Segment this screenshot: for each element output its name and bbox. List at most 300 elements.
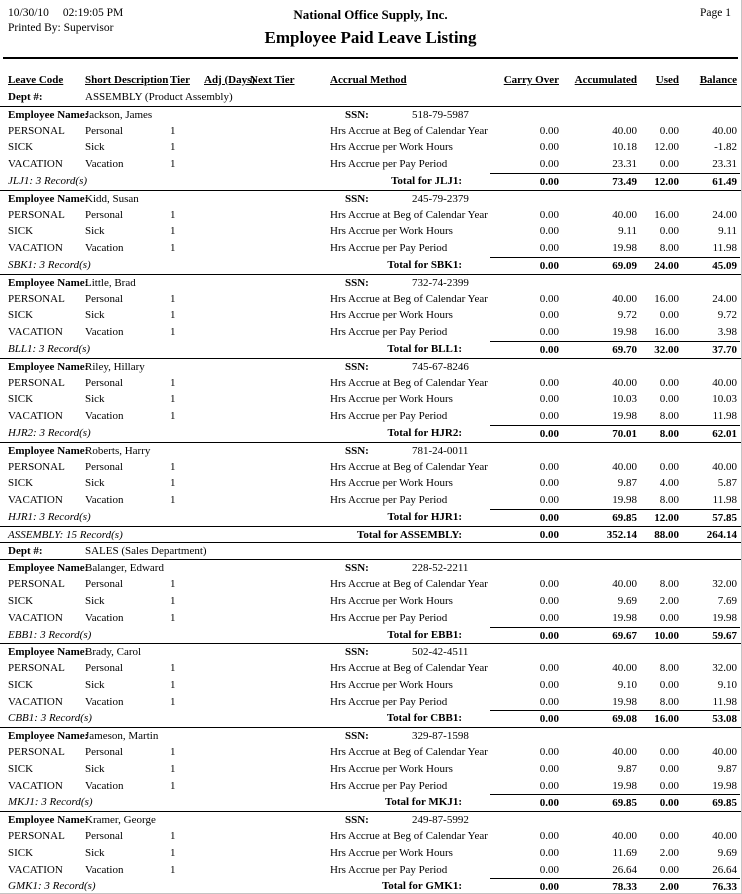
adj-days-value bbox=[198, 459, 250, 476]
ssn-value: 781-24-0011 bbox=[412, 444, 469, 457]
next-tier-value bbox=[250, 307, 330, 324]
total-accumulated: 69.67 bbox=[562, 627, 640, 644]
employee-name: Jackson, James bbox=[85, 108, 153, 121]
records-count: HJR2: 3 Record(s) bbox=[8, 426, 91, 439]
leave-code: VACATION bbox=[8, 494, 63, 507]
total-carry-over: 0.00 bbox=[490, 509, 562, 526]
used-value: 0.00 bbox=[659, 762, 679, 775]
next-tier-value bbox=[250, 677, 330, 694]
balance-value: 9.69 bbox=[717, 846, 737, 859]
used-value: 0.00 bbox=[659, 863, 679, 876]
leave-code: SICK bbox=[8, 678, 34, 691]
balance-value: 23.31 bbox=[712, 158, 737, 171]
leave-row bbox=[0, 845, 741, 862]
dept-name: ASSEMBLY (Product Assembly) bbox=[85, 91, 233, 103]
employee-total-row bbox=[0, 173, 741, 190]
total-label: Total for EBB1: bbox=[387, 628, 462, 641]
short-description: Personal bbox=[85, 208, 123, 221]
short-description: Sick bbox=[85, 141, 105, 154]
tier-value: 1 bbox=[170, 762, 176, 775]
carry-over-value: 0.00 bbox=[539, 410, 559, 423]
leave-code: VACATION bbox=[8, 410, 63, 423]
total-label: Total for JLJ1: bbox=[391, 174, 462, 187]
next-tier-value bbox=[250, 459, 330, 476]
leave-row bbox=[0, 459, 741, 476]
dept-row bbox=[0, 89, 741, 106]
balance-value: 19.98 bbox=[712, 779, 737, 792]
leave-row bbox=[0, 862, 741, 879]
employee-name-label: Employee Name: bbox=[8, 814, 89, 827]
adj-days-value bbox=[198, 408, 250, 425]
total-balance: 53.08 bbox=[682, 710, 740, 727]
short-description: Sick bbox=[85, 309, 105, 322]
tier-value: 1 bbox=[170, 662, 176, 675]
used-value: 0.00 bbox=[659, 779, 679, 792]
short-description: Vacation bbox=[85, 326, 124, 339]
leave-row bbox=[0, 576, 741, 593]
employee-row bbox=[0, 442, 741, 459]
adj-days-value bbox=[198, 291, 250, 308]
accrual-method: Hrs Accrue at Beg of Calendar Year bbox=[330, 124, 488, 137]
accumulated-value: 19.98 bbox=[612, 494, 637, 507]
next-tier-value bbox=[250, 223, 330, 240]
adj-days-value bbox=[198, 576, 250, 593]
dept-name: SALES (Sales Department) bbox=[85, 544, 207, 557]
carry-over-value: 0.00 bbox=[539, 309, 559, 322]
used-value: 0.00 bbox=[659, 830, 679, 843]
accrual-method: Hrs Accrue at Beg of Calendar Year bbox=[330, 460, 488, 473]
balance-value: 40.00 bbox=[712, 830, 737, 843]
total-accumulated: 69.85 bbox=[562, 509, 640, 526]
short-description: Personal bbox=[85, 746, 123, 759]
print-time: 02:19:05 PM bbox=[62, 7, 124, 19]
carry-over-value: 0.00 bbox=[539, 158, 559, 171]
tier-value: 1 bbox=[170, 208, 176, 221]
employee-total-row bbox=[0, 794, 741, 811]
leave-code: PERSONAL bbox=[8, 208, 65, 221]
carry-over-value: 0.00 bbox=[539, 779, 559, 792]
ssn-label: SSN: bbox=[345, 444, 369, 457]
dept-total-balance: 264.14 bbox=[706, 528, 737, 541]
accumulated-value: 40.00 bbox=[612, 376, 637, 389]
short-description: Sick bbox=[85, 678, 105, 691]
accumulated-value: 9.11 bbox=[618, 225, 637, 238]
leave-code: PERSONAL bbox=[8, 746, 65, 759]
carry-over-value: 0.00 bbox=[539, 477, 559, 490]
next-tier-value bbox=[250, 492, 330, 509]
accumulated-value: 19.98 bbox=[612, 242, 637, 255]
total-balance: 37.70 bbox=[682, 341, 740, 358]
short-description: Sick bbox=[85, 762, 105, 775]
accumulated-value: 9.69 bbox=[617, 594, 637, 607]
accumulated-value: 9.87 bbox=[617, 762, 637, 775]
employee-name: Brady, Carol bbox=[85, 646, 142, 659]
tier-value: 1 bbox=[170, 242, 176, 255]
leave-row bbox=[0, 408, 741, 425]
leave-row bbox=[0, 778, 741, 795]
leave-row bbox=[0, 694, 741, 711]
tier-value: 1 bbox=[170, 460, 176, 473]
accrual-method: Hrs Accrue at Beg of Calendar Year bbox=[330, 662, 488, 675]
used-value: 0.00 bbox=[659, 124, 679, 137]
adj-days-value bbox=[198, 156, 250, 173]
short-description: Personal bbox=[85, 124, 123, 137]
accrual-method: Hrs Accrue per Work Hours bbox=[330, 141, 453, 154]
adj-days-value bbox=[198, 744, 250, 761]
balance-value: 3.98 bbox=[717, 326, 737, 339]
records-count: JLJ1: 3 Record(s) bbox=[8, 174, 88, 187]
carry-over-value: 0.00 bbox=[539, 846, 559, 859]
employee-name: Roberts, Harry bbox=[85, 444, 151, 457]
short-description: Vacation bbox=[85, 158, 124, 171]
accrual-method: Hrs Accrue per Work Hours bbox=[330, 594, 453, 607]
accrual-method: Hrs Accrue per Pay Period bbox=[330, 611, 448, 624]
leave-code: SICK bbox=[8, 225, 34, 238]
next-tier-value bbox=[250, 593, 330, 610]
tier-value: 1 bbox=[170, 779, 176, 792]
short-description: Sick bbox=[85, 477, 105, 490]
ssn-value: 502-42-4511 bbox=[412, 646, 469, 659]
tier-value: 1 bbox=[170, 695, 176, 708]
total-carry-over: 0.00 bbox=[490, 878, 562, 894]
leave-code: VACATION bbox=[8, 326, 63, 339]
tier-value: 1 bbox=[170, 830, 176, 843]
short-description: Personal bbox=[85, 376, 123, 389]
balance-value: 11.98 bbox=[712, 410, 737, 423]
adj-days-value bbox=[198, 223, 250, 240]
tier-value: 1 bbox=[170, 292, 176, 305]
ssn-label: SSN: bbox=[345, 730, 369, 743]
records-count: EBB1: 3 Record(s) bbox=[8, 628, 92, 641]
dept-total-carry-over: 0.00 bbox=[539, 528, 559, 541]
total-carry-over: 0.00 bbox=[490, 627, 562, 644]
total-accumulated: 69.08 bbox=[562, 710, 640, 727]
leave-code: SICK bbox=[8, 141, 34, 154]
used-value: 0.00 bbox=[659, 376, 679, 389]
accrual-method: Hrs Accrue per Pay Period bbox=[330, 779, 448, 792]
leave-code: SICK bbox=[8, 393, 34, 406]
balance-value: 10.03 bbox=[712, 393, 737, 406]
employee-name-label: Employee Name: bbox=[8, 562, 89, 575]
adj-days-value bbox=[198, 862, 250, 879]
total-label: Total for HJR2: bbox=[387, 426, 462, 439]
total-accumulated: 70.01 bbox=[562, 425, 640, 442]
accrual-method: Hrs Accrue at Beg of Calendar Year bbox=[330, 746, 488, 759]
header-center bbox=[0, 7, 741, 48]
records-count: GMK1: 3 Record(s) bbox=[8, 880, 96, 893]
report-title: Employee Paid Leave Listing bbox=[264, 28, 477, 47]
balance-value: 9.11 bbox=[718, 225, 737, 238]
dept-label: Dept #: bbox=[8, 91, 43, 103]
leave-code: SICK bbox=[8, 594, 34, 607]
carry-over-value: 0.00 bbox=[539, 124, 559, 137]
leave-row bbox=[0, 660, 741, 677]
ssn-value: 732-74-2399 bbox=[412, 276, 469, 289]
adj-days-value bbox=[198, 375, 250, 392]
total-balance: 62.01 bbox=[682, 425, 740, 442]
next-tier-value bbox=[250, 576, 330, 593]
total-used: 0.00 bbox=[640, 794, 682, 811]
carry-over-value: 0.00 bbox=[539, 695, 559, 708]
adj-days-value bbox=[198, 694, 250, 711]
accumulated-value: 40.00 bbox=[612, 208, 637, 221]
tier-value: 1 bbox=[170, 477, 176, 490]
next-tier-value bbox=[250, 694, 330, 711]
col-used: Used bbox=[655, 73, 679, 86]
accumulated-value: 10.03 bbox=[612, 393, 637, 406]
accumulated-value: 23.31 bbox=[612, 158, 637, 171]
balance-value: 11.98 bbox=[712, 242, 737, 255]
next-tier-value bbox=[250, 828, 330, 845]
employee-total-row bbox=[0, 710, 741, 727]
total-carry-over: 0.00 bbox=[490, 794, 562, 811]
carry-over-value: 0.00 bbox=[539, 376, 559, 389]
used-value: 0.00 bbox=[659, 611, 679, 624]
leave-row bbox=[0, 492, 741, 509]
next-tier-value bbox=[250, 240, 330, 257]
total-used: 12.00 bbox=[640, 173, 682, 190]
employee-name-label: Employee Name: bbox=[8, 108, 89, 121]
next-tier-value bbox=[250, 660, 330, 677]
carry-over-value: 0.00 bbox=[539, 678, 559, 691]
records-count: CBB1: 3 Record(s) bbox=[8, 712, 92, 725]
leave-code: VACATION bbox=[8, 695, 63, 708]
col-balance: Balance bbox=[699, 73, 737, 86]
used-value: 2.00 bbox=[659, 846, 679, 859]
tier-value: 1 bbox=[170, 158, 176, 171]
leave-code: SICK bbox=[8, 309, 34, 322]
col-accrual-method: Accrual Method bbox=[330, 73, 407, 86]
ssn-value: 329-87-1598 bbox=[412, 730, 469, 743]
leave-row bbox=[0, 744, 741, 761]
ssn-label: SSN: bbox=[345, 192, 369, 205]
accrual-method: Hrs Accrue per Work Hours bbox=[330, 225, 453, 238]
dept-total-accumulated: 352.14 bbox=[606, 528, 637, 541]
balance-value: 11.98 bbox=[712, 695, 737, 708]
accrual-method: Hrs Accrue per Work Hours bbox=[330, 477, 453, 490]
total-label: Total for MKJ1: bbox=[385, 796, 462, 809]
accumulated-value: 9.72 bbox=[617, 309, 637, 322]
ssn-label: SSN: bbox=[345, 646, 369, 659]
dept-total-used: 88.00 bbox=[654, 528, 679, 541]
accumulated-value: 19.98 bbox=[612, 779, 637, 792]
tier-value: 1 bbox=[170, 376, 176, 389]
total-accumulated: 78.33 bbox=[562, 878, 640, 894]
used-value: 16.00 bbox=[654, 208, 679, 221]
employee-name-label: Employee Name: bbox=[8, 192, 89, 205]
total-used: 32.00 bbox=[640, 341, 682, 358]
tier-value: 1 bbox=[170, 393, 176, 406]
next-tier-value bbox=[250, 207, 330, 224]
tier-value: 1 bbox=[170, 410, 176, 423]
carry-over-value: 0.00 bbox=[539, 863, 559, 876]
short-description: Sick bbox=[85, 225, 105, 238]
balance-value: 24.00 bbox=[712, 208, 737, 221]
accumulated-value: 40.00 bbox=[612, 746, 637, 759]
leave-row bbox=[0, 123, 741, 140]
short-description: Vacation bbox=[85, 611, 124, 624]
tier-value: 1 bbox=[170, 846, 176, 859]
short-description: Sick bbox=[85, 846, 105, 859]
tier-value: 1 bbox=[170, 863, 176, 876]
accumulated-value: 40.00 bbox=[612, 460, 637, 473]
accumulated-value: 11.69 bbox=[612, 846, 637, 859]
accumulated-value: 26.64 bbox=[612, 863, 637, 876]
employee-row bbox=[0, 190, 741, 207]
used-value: 0.00 bbox=[659, 225, 679, 238]
ssn-label: SSN: bbox=[345, 276, 369, 289]
next-tier-value bbox=[250, 610, 330, 627]
tier-value: 1 bbox=[170, 594, 176, 607]
carry-over-value: 0.00 bbox=[539, 292, 559, 305]
carry-over-value: 0.00 bbox=[539, 611, 559, 624]
records-count: SBK1: 3 Record(s) bbox=[8, 258, 91, 271]
leave-row bbox=[0, 828, 741, 845]
employee-row bbox=[0, 358, 741, 375]
accrual-method: Hrs Accrue at Beg of Calendar Year bbox=[330, 292, 488, 305]
accrual-method: Hrs Accrue per Pay Period bbox=[330, 242, 448, 255]
carry-over-value: 0.00 bbox=[539, 762, 559, 775]
tier-value: 1 bbox=[170, 326, 176, 339]
next-tier-value bbox=[250, 391, 330, 408]
accumulated-value: 9.87 bbox=[617, 477, 637, 490]
next-tier-value bbox=[250, 375, 330, 392]
short-description: Vacation bbox=[85, 863, 124, 876]
balance-value: 5.87 bbox=[717, 477, 737, 490]
tier-value: 1 bbox=[170, 678, 176, 691]
next-tier-value bbox=[250, 744, 330, 761]
print-date: 10/30/10 bbox=[8, 7, 49, 19]
carry-over-value: 0.00 bbox=[539, 830, 559, 843]
printed-by-label: Printed By: bbox=[8, 22, 61, 34]
ssn-label: SSN: bbox=[345, 814, 369, 827]
carry-over-value: 0.00 bbox=[539, 326, 559, 339]
carry-over-value: 0.00 bbox=[539, 578, 559, 591]
carry-over-value: 0.00 bbox=[539, 141, 559, 154]
used-value: 0.00 bbox=[659, 393, 679, 406]
used-value: 8.00 bbox=[659, 242, 679, 255]
next-tier-value bbox=[250, 139, 330, 156]
accumulated-value: 9.10 bbox=[617, 678, 637, 691]
report-body bbox=[0, 89, 741, 894]
balance-value: 11.98 bbox=[712, 494, 737, 507]
leave-row bbox=[0, 610, 741, 627]
tier-value: 1 bbox=[170, 611, 176, 624]
leave-row bbox=[0, 240, 741, 257]
carry-over-value: 0.00 bbox=[539, 208, 559, 221]
col-next-tier: Next Tier bbox=[250, 73, 295, 86]
accrual-method: Hrs Accrue at Beg of Calendar Year bbox=[330, 376, 488, 389]
employee-name-label: Employee Name: bbox=[8, 276, 89, 289]
records-count: MKJ1: 3 Record(s) bbox=[8, 796, 93, 809]
accumulated-value: 19.98 bbox=[612, 611, 637, 624]
dept-total-label: Total for ASSEMBLY: bbox=[357, 528, 462, 541]
leave-row bbox=[0, 139, 741, 156]
dept-records-count: ASSEMBLY: 15 Record(s) bbox=[8, 528, 123, 541]
next-tier-value bbox=[250, 156, 330, 173]
balance-value: 19.98 bbox=[712, 611, 737, 624]
used-value: 8.00 bbox=[659, 494, 679, 507]
adj-days-value bbox=[198, 677, 250, 694]
leave-code: PERSONAL bbox=[8, 662, 65, 675]
leave-code: PERSONAL bbox=[8, 292, 65, 305]
adj-days-value bbox=[198, 845, 250, 862]
total-used: 2.00 bbox=[640, 878, 682, 894]
dept-row bbox=[0, 543, 741, 560]
leave-code: PERSONAL bbox=[8, 460, 65, 473]
adj-days-value bbox=[198, 475, 250, 492]
carry-over-value: 0.00 bbox=[539, 494, 559, 507]
balance-value: 9.72 bbox=[717, 309, 737, 322]
total-balance: 45.09 bbox=[682, 257, 740, 274]
leave-row bbox=[0, 156, 741, 173]
next-tier-value bbox=[250, 845, 330, 862]
adj-days-value bbox=[198, 610, 250, 627]
employee-total-row bbox=[0, 627, 741, 644]
employee-total-row bbox=[0, 509, 741, 526]
next-tier-value bbox=[250, 761, 330, 778]
accrual-method: Hrs Accrue per Work Hours bbox=[330, 762, 453, 775]
adj-days-value bbox=[198, 139, 250, 156]
records-count: HJR1: 3 Record(s) bbox=[8, 510, 91, 523]
balance-value: -1.82 bbox=[714, 141, 737, 154]
col-short-description: Short Description bbox=[85, 73, 169, 86]
employee-name: Balanger, Edward bbox=[85, 562, 164, 575]
col-carry-over: Carry Over bbox=[503, 73, 559, 86]
short-description: Sick bbox=[85, 393, 105, 406]
col-leave-code: Leave Code bbox=[8, 73, 64, 86]
employee-name: Little, Brad bbox=[85, 276, 136, 289]
adj-days-value bbox=[198, 593, 250, 610]
tier-value: 1 bbox=[170, 309, 176, 322]
ssn-label: SSN: bbox=[345, 562, 369, 575]
accumulated-value: 40.00 bbox=[612, 830, 637, 843]
ssn-value: 745-67-8246 bbox=[412, 360, 469, 373]
used-value: 0.00 bbox=[659, 309, 679, 322]
total-used: 16.00 bbox=[640, 710, 682, 727]
total-label: Total for SBK1: bbox=[387, 258, 462, 271]
accrual-method: Hrs Accrue at Beg of Calendar Year bbox=[330, 578, 488, 591]
total-used: 8.00 bbox=[640, 425, 682, 442]
total-accumulated: 69.09 bbox=[562, 257, 640, 274]
used-value: 8.00 bbox=[659, 662, 679, 675]
total-balance: 61.49 bbox=[682, 173, 740, 190]
tier-value: 1 bbox=[170, 494, 176, 507]
leave-code: VACATION bbox=[8, 779, 63, 792]
dept-total-row bbox=[0, 526, 741, 543]
balance-value: 24.00 bbox=[712, 292, 737, 305]
accumulated-value: 40.00 bbox=[612, 662, 637, 675]
used-value: 0.00 bbox=[659, 460, 679, 473]
short-description: Personal bbox=[85, 292, 123, 305]
ssn-value: 518-79-5987 bbox=[412, 108, 469, 121]
column-header-row bbox=[0, 59, 741, 89]
balance-value: 40.00 bbox=[712, 746, 737, 759]
total-label: Total for CBB1: bbox=[386, 712, 462, 725]
accumulated-value: 40.00 bbox=[612, 578, 637, 591]
dept-label: Dept #: bbox=[8, 544, 43, 557]
ssn-value: 249-87-5992 bbox=[412, 814, 469, 827]
col-tier: Tier bbox=[170, 73, 190, 86]
leave-row bbox=[0, 375, 741, 392]
next-tier-value bbox=[250, 778, 330, 795]
ssn-value: 228-52-2211 bbox=[412, 562, 469, 575]
balance-value: 32.00 bbox=[712, 662, 737, 675]
accrual-method: Hrs Accrue at Beg of Calendar Year bbox=[330, 208, 488, 221]
adj-days-value bbox=[198, 307, 250, 324]
total-balance: 57.85 bbox=[682, 509, 740, 526]
next-tier-value bbox=[250, 408, 330, 425]
